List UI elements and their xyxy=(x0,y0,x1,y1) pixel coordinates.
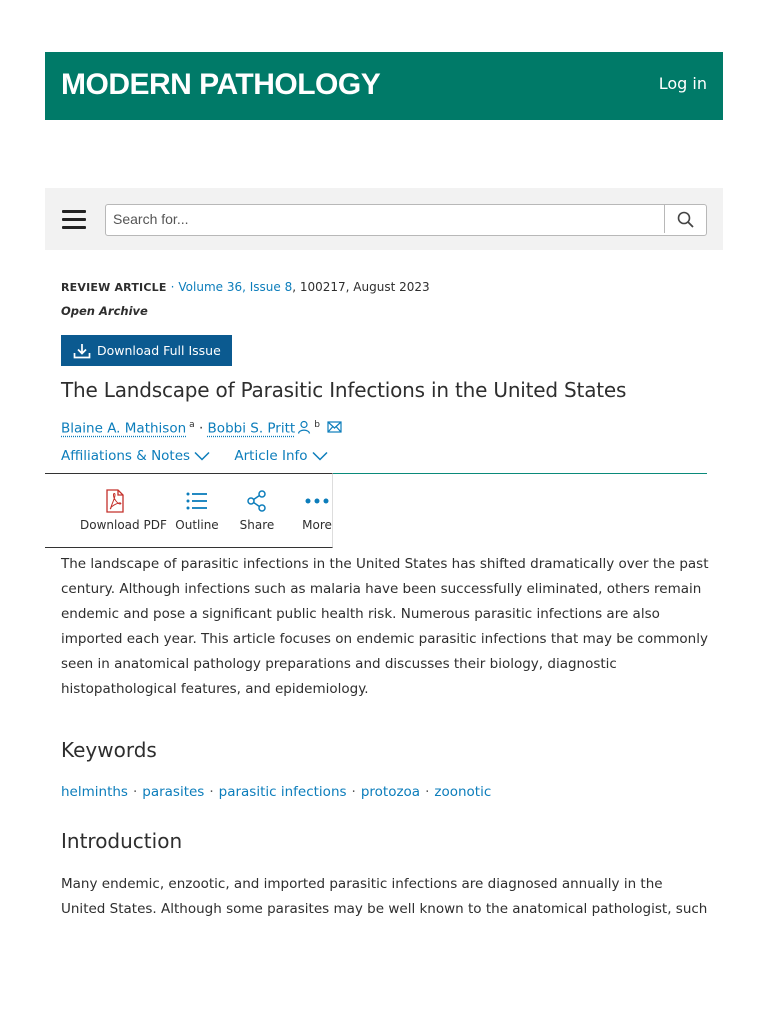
author-link[interactable]: Blaine A. Mathison xyxy=(61,420,187,437)
person-icon[interactable] xyxy=(297,420,311,434)
article-type: REVIEW ARTICLE xyxy=(61,281,167,294)
affiliation-marker[interactable]: b xyxy=(314,420,320,430)
affiliation-marker[interactable]: a xyxy=(189,420,195,430)
share-label: Share xyxy=(239,518,275,532)
download-full-issue-button[interactable] xyxy=(61,335,232,366)
introduction-heading: Introduction xyxy=(61,829,183,853)
login-link[interactable]: Log in xyxy=(658,74,707,93)
meta-separator: · xyxy=(170,280,175,294)
abstract xyxy=(61,552,711,702)
keyword-separator: · xyxy=(351,784,356,800)
keyword-separator: · xyxy=(209,784,214,800)
tab-affiliations-notes[interactable] xyxy=(61,448,210,464)
article-tabs xyxy=(61,448,348,464)
search-button[interactable] xyxy=(664,205,706,233)
keyword-link[interactable]: parasitic infections xyxy=(218,784,347,800)
tab-divider xyxy=(333,473,707,474)
tab-label: Article Info xyxy=(234,448,308,464)
search-input[interactable] xyxy=(106,205,665,233)
article-meta xyxy=(61,279,430,296)
abstract-text: The landscape of parasitic infections in the United States has shifted dramatically over the past century. Although infections such as malaria have been successfully eliminated, others remain endemic and pose a significant public health risk. Numerous parasitic infections are also imported each year. This article focuses on endemic parasitic infections that may be commonly seen in anatomical pathology preparations and discusses their biology, diagnostic histopathological features, and epidemiology. xyxy=(61,556,709,697)
article-toolbar xyxy=(45,473,333,548)
chevron-down-icon xyxy=(194,451,210,461)
keyword-separator: · xyxy=(132,784,138,800)
volume-issue-link[interactable]: Volume 36, Issue 8 xyxy=(178,280,293,294)
keyword-list xyxy=(61,784,491,800)
share-icon xyxy=(247,490,267,512)
journal-logo[interactable]: MODERN PATHOLOGY xyxy=(61,68,381,101)
search-box xyxy=(105,204,707,236)
article-citation: , 100217, August 2023 xyxy=(292,280,430,294)
access-label: Open Archive xyxy=(61,304,148,318)
author-list xyxy=(61,415,342,439)
download-icon xyxy=(73,343,91,359)
download-full-issue-label: Download Full Issue xyxy=(97,343,221,358)
more-button[interactable] xyxy=(282,488,352,532)
search-bar xyxy=(45,188,723,250)
keyword-link[interactable]: parasites xyxy=(142,784,205,800)
envelope-icon[interactable] xyxy=(327,421,342,433)
more-label: More xyxy=(302,518,332,532)
menu-icon[interactable] xyxy=(62,210,86,228)
outline-icon xyxy=(186,492,208,510)
tab-article-info[interactable] xyxy=(234,448,327,464)
keywords-heading: Keywords xyxy=(61,738,157,762)
author-separator: · xyxy=(198,420,204,437)
keyword-separator: · xyxy=(425,784,430,800)
tab-label: Affiliations & Notes xyxy=(61,448,191,464)
search-icon xyxy=(677,211,694,228)
article-title: The Landscape of Parasitic Infections in the United States xyxy=(61,378,627,402)
author-link[interactable]: Bobbi S. Pritt xyxy=(207,420,296,437)
more-icon xyxy=(305,498,329,504)
download-pdf-button[interactable] xyxy=(80,488,167,532)
pdf-icon xyxy=(105,489,125,513)
introduction-text: Many endemic, enzootic, and imported parasitic infections are diagnosed annually in the United States. Although some parasites may be well known to the anatomical pathologist, such xyxy=(61,876,708,917)
keyword-link[interactable]: protozoa xyxy=(360,784,421,800)
download-pdf-label: Download PDF xyxy=(80,518,167,532)
chevron-down-icon xyxy=(312,451,328,461)
site-header xyxy=(45,52,723,120)
introduction-body xyxy=(61,872,711,922)
outline-label: Outline xyxy=(175,518,219,532)
keyword-link[interactable]: zoonotic xyxy=(434,784,492,800)
keyword-link[interactable]: helminths xyxy=(61,784,128,800)
